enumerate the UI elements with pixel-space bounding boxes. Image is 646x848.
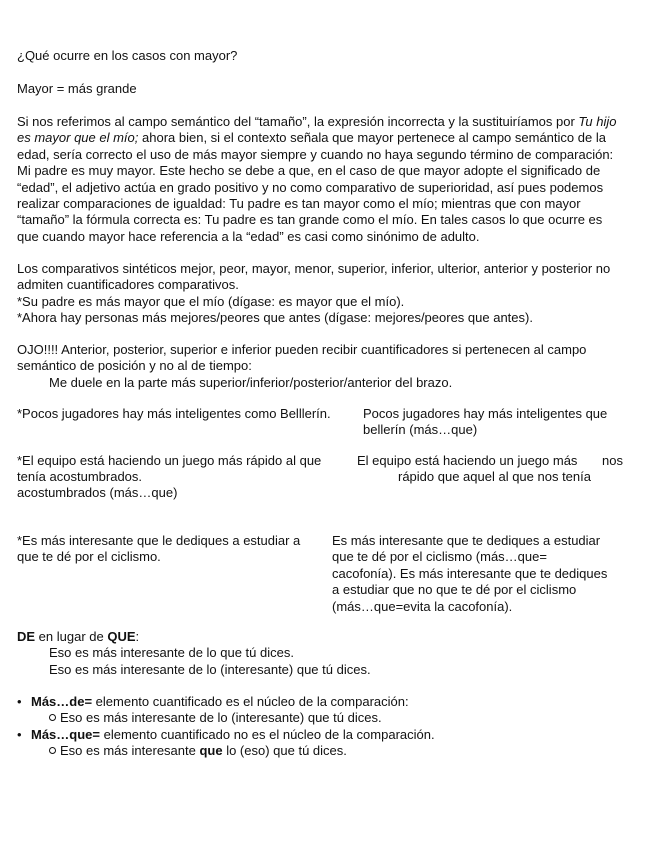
incorrect-example: *El equipo está haciendo un juego más rápido al que	[17, 453, 322, 468]
circle-bullet-icon	[49, 747, 56, 754]
correct-example: Pocos jugadores hay más inteligentes que bellerín (más…que)	[363, 406, 608, 438]
de-example-2: Eso es más interesante de lo (interesante) que tú dices.	[49, 661, 371, 677]
italic-example: Tu hijo es mayor que el mío;	[17, 114, 617, 146]
correct-example: El equipo está haciendo un juego más	[357, 453, 578, 468]
bullet-icon: •	[17, 694, 22, 709]
correct-example: Es más interesante que te dediques a estudiar que te dé por el ciclismo (más…que= cacofonía). Es más interesante que te dediques a estudiar que no que te dé por el ciclismo (más…que=evita la cacofonía).	[332, 533, 608, 614]
de-example-1: Eso es más interesante de lo que tú dices.	[49, 645, 294, 661]
bullet-mas-que: • Más…que= elemento cuantificado no es el núcleo de la comparación. Eso es más interesante que lo (eso) que tú dices.	[17, 727, 629, 760]
sub-bullet: Eso es más interesante que lo (eso) que tú dices.	[17, 743, 629, 759]
mayor-definition: Mayor = más grande	[17, 81, 137, 96]
paragraph-synthetic-comparatives: Los comparativos sintéticos mejor, peor, mayor, menor, superior, inferior, ulterior, anterior y posterior no admiten cuantificadores comparativos. *Su padre es más mayor que el mío (dígase: es mayor que el mío). *Ahora hay personas más mejores/peores que antes (dígase: mejores/peores que antes).	[17, 261, 611, 326]
de-section-title: DE en lugar de QUE:	[17, 629, 140, 644]
sub-bullet: Eso es más interesante de lo (interesante) que tú dices.	[17, 710, 629, 726]
paragraph-ojo-note: OJO!!!! Anterior, posterior, superior e inferior pueden recibir cuantificadores si pertenecen al campo semántico de posición y no al de tiempo: Me duele en la parte más superior/inferior/posterior/anterior del brazo.	[17, 342, 629, 391]
intro-question: ¿Qué ocurre en los casos con mayor?	[17, 48, 238, 63]
de-section	[17, 629, 629, 678]
paragraph-mayor-meaning: Si nos referimos al campo semántico del “tamaño”, la expresión incorrecta y la sustituiríamos por Tu hijo es mayor que el mío; ahora bien, si el contexto señala que mayor pertenece al campo semántico de la edad, sería correcto el uso de más mayor siempre y cuando no haya segundo término de comparación: Mi padre es muy mayor. Este hecho se debe a que, en el caso de que mayor adopte el significado de “edad”, el adjetivo actúa en grado positivo y no como comparativo de superioridad, así pues podemos realizar comparaciones de igualdad: Tu padre es tan mayor como el mío; mientras que con mayor “tamaño” la fórmula correcta es: Tu padre es tan grande como el mío. En tales casos lo que ocurre es que cuando mayor hace referencia a la “edad” es casi como sinónimo de adulto.	[17, 114, 617, 244]
brazo-example: Me duele en la parte más superior/inferior/posterior/anterior del brazo.	[49, 374, 453, 390]
incorrect-example: *Pocos jugadores hay más inteligentes como Belllerín.	[17, 406, 331, 421]
circle-bullet-icon	[49, 714, 56, 721]
bullet-icon: •	[17, 727, 22, 742]
bullet-mas-de: • Más…de= elemento cuantificado es el núcleo de la comparación: Eso es más interesante de lo (interesante) que tú dices.	[17, 694, 629, 727]
incorrect-example: *Es más interesante que le dediques a estudiar a que te dé por el ciclismo.	[17, 533, 301, 565]
